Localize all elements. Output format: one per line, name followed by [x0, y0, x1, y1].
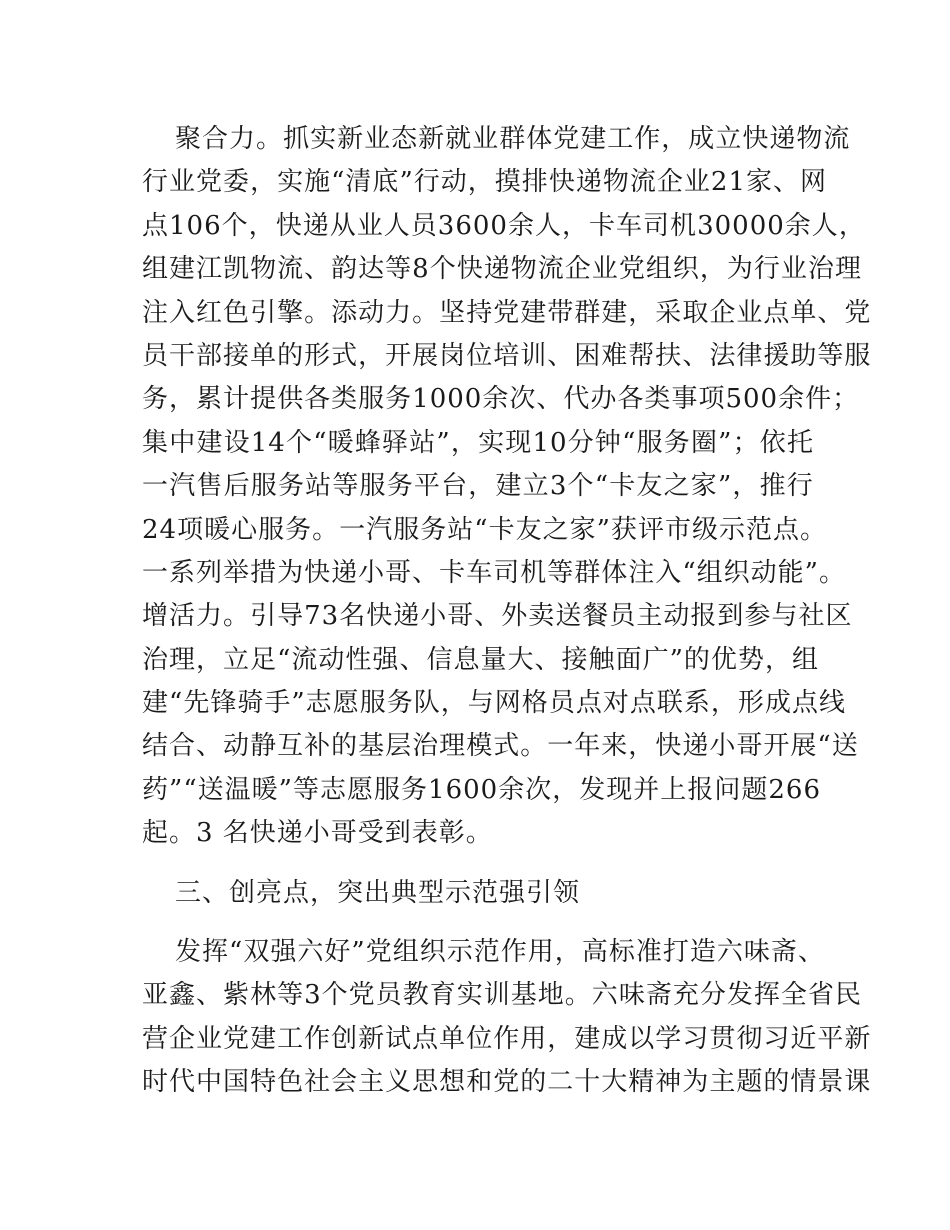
text-line: 员 干 部 接 单 的 形 式 ， 开 展 岗 位 培 训 、 困 难 帮 扶 、 法 律 援 助 等 服 [142, 340, 872, 371]
text-line: 务 ， 累 计 提 供 各 类 服 务 1000 余 次 、 代 办 各 类 事 项 500 余 件 ； [142, 384, 860, 415]
text-line: 亚 鑫 、 紫 林 等 3 个 党 员 教 育 实 训 基 地 。 六 味 斋 充 分 发 挥 全 省 民 [142, 980, 862, 1011]
paragraph [142, 118, 872, 856]
text-line: 组 建 江 凯 物 流 、 韵 达 等 8 个 快 递 物 流 企 业 党 组 织 ， 为 行 业 治 理 [142, 254, 862, 285]
text-line: 一 汽 售 后 服 务 站 等 服 务 平 台 ， 建 立 3 个 “ 卡 友 之 家 ” ， 推 行 [142, 471, 814, 502]
text-line: 点 106 个 ， 快 递 从 业 人 员 3600 余 人 ， 卡 车 司 机 30000 余 人 ， [142, 210, 866, 241]
text-line: 增 活 力 。 引 导 73 名 快 递 小 哥 、 外 卖 送 餐 员 主 动 报 到 参 与 社 区 [142, 601, 853, 632]
text-line: 治 理 ， 立 足 “ 流 动 性 强 、 信 息 量 大 、 接 触 面 广 ” 的 优 势 ， 组 [142, 644, 819, 675]
text-line: 三、创亮点，突出典型示范强引领 [175, 877, 581, 908]
text-line: 营 企 业 党 建 工 作 创 新 试 点 单 位 作 用 ， 建 成 以 学 习 贯 彻 习 近 平 新 [142, 1023, 872, 1054]
text-line: 发 挥 “ 双 强 六 好 ” 党 组 织 示 范 作 用 ， 高 标 准 打 造 六 味 斋 、 [175, 937, 825, 968]
text-line: 结 合 、 动 静 互 补 的 基 层 治 理 模 式 。 一 年 来 ， 快 递 小 哥 开 展 “ 送 [142, 731, 859, 762]
text-line: 集 中 建 设 14 个 “ 暖 蜂 驿 站 ” ， 实 现 10 分 钟 “ 服 务 圈 ” ； 依 托 [142, 427, 814, 458]
text-line: 24 项 暖 心 服 务 。 一 汽 服 务 站 “ 卡 友 之 家 ” 获 评 市 级 示 范 点 。 [142, 514, 828, 545]
paragraph-gap [142, 856, 814, 872]
text-line: 起。3 名快递小哥受到表彰。 [142, 818, 493, 849]
text-line: 时 代 中 国 特 色 社 会 主 义 思 想 和 党 的 二 十 大 精 神 为 主 题 的 情 景 课 [142, 1067, 872, 1098]
text-line: 注 入 红 色 引 擎 。 添 动 力 。 坚 持 党 建 带 群 建 ， 采 取 企 业 点 单 、 党 [142, 297, 872, 328]
paragraph-gap [142, 915, 814, 931]
text-line: 一 系 列 举 措 为 快 递 小 哥 、 卡 车 司 机 等 群 体 注 入 “ 组 织 动 能 ” 。 [142, 557, 846, 588]
section-heading [142, 872, 814, 915]
paragraph [142, 931, 872, 1105]
document-body [142, 118, 872, 1105]
text-line: 药 ” “ 送 温 暖 ” 等 志 愿 服 务 1600 余 次 ， 发 现 并 上 报 问 题 266 [142, 774, 821, 805]
text-line: 聚 合 力 。 抓 实 新 业 态 新 就 业 群 体 党 建 工 作 ， 成 立 快 递 物 流 [175, 124, 851, 154]
text-line: 行 业 党 委 ， 实 施 “ 清 底 ” 行 动 ， 摸 排 快 递 物 流 企 业 21 家 、 网 [142, 167, 828, 198]
text-line: 建 “ 先 锋 骑 手 ” 志 愿 服 务 队 ， 与 网 格 员 点 对 点 联 系 ， 形 成 点 线 [142, 688, 846, 719]
